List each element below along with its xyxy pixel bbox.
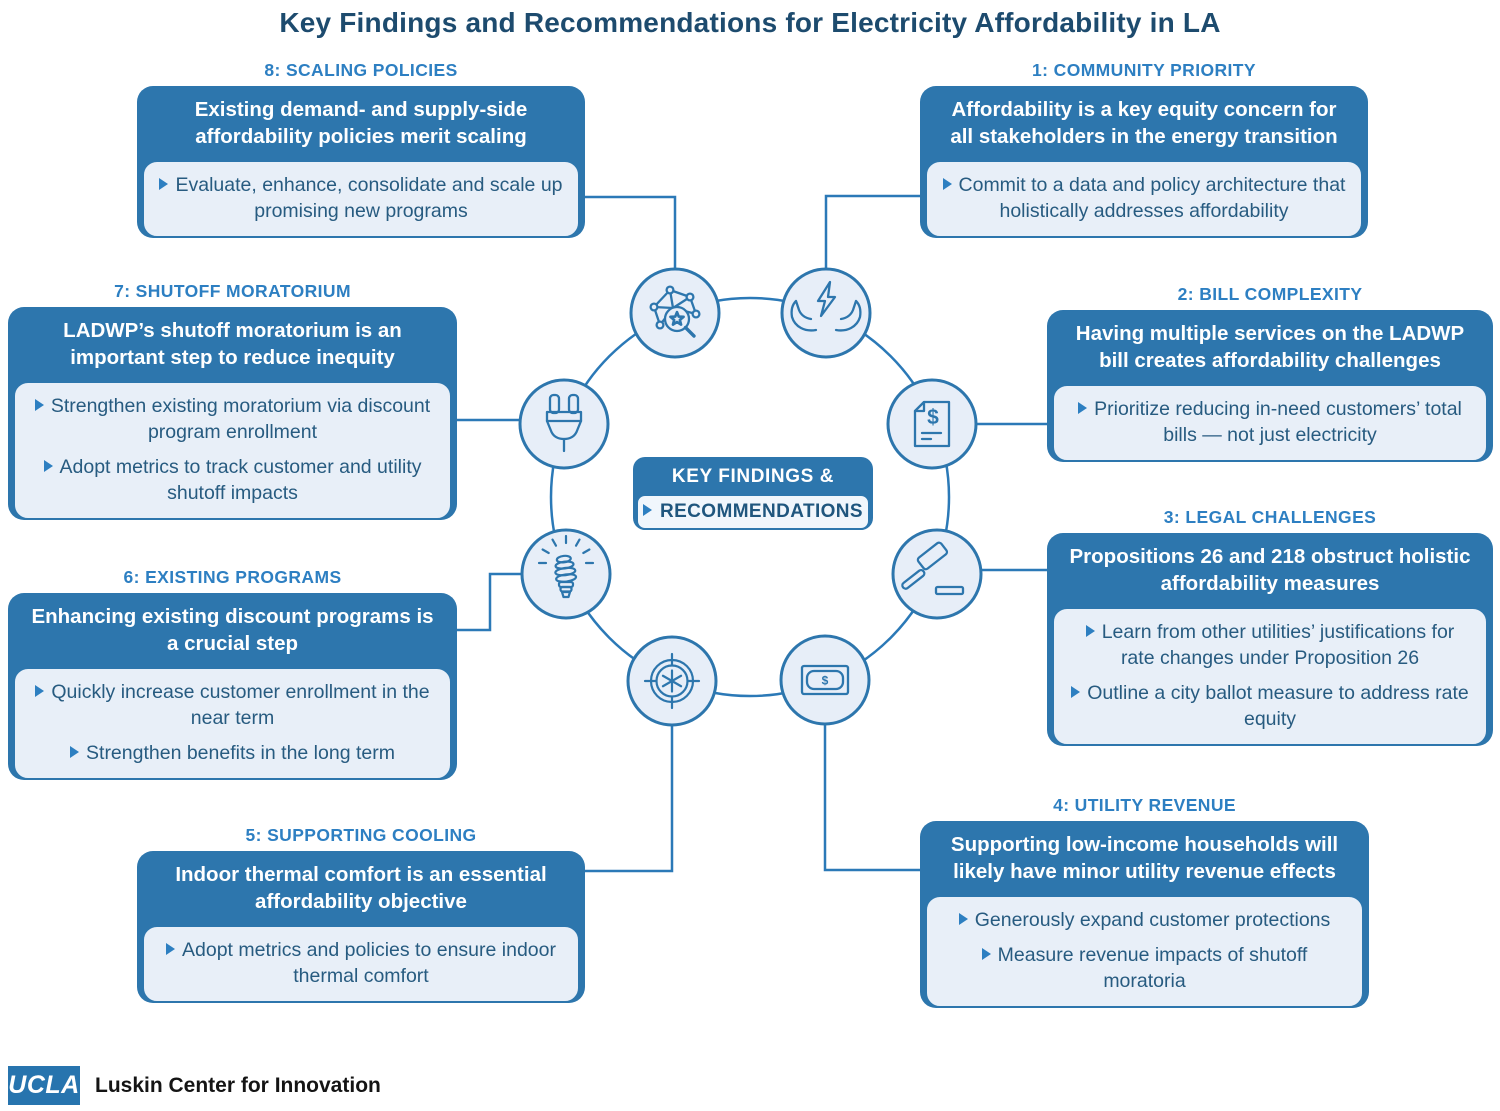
bullet-triangle-icon — [982, 948, 991, 960]
section-community-priority — [920, 60, 1368, 238]
section-label: 8: SCALING POLICIES — [264, 60, 458, 80]
recommendations-panel — [13, 381, 452, 520]
recommendation-item: Commit to a data and policy architecture that holistically addresses affordability — [940, 173, 1348, 225]
finding-card — [8, 307, 457, 520]
recommendation-item: Strengthen benefits in the long term — [28, 741, 437, 767]
recommendations-panel — [925, 160, 1363, 238]
finding-card — [1047, 533, 1493, 746]
recommendation-item: Quickly increase customer enrollment in the near term — [28, 680, 437, 732]
bullet-triangle-icon — [943, 178, 952, 190]
bullet-triangle-icon — [1078, 402, 1087, 414]
section-label: 3: LEGAL CHALLENGES — [1163, 507, 1377, 527]
page-title: Key Findings and Recommendations for Electricity Affordability in LA — [279, 7, 1221, 38]
bullet-triangle-icon — [1086, 625, 1095, 637]
recommendations-panel — [1052, 607, 1488, 746]
svg-text:$: $ — [927, 406, 939, 429]
center-badge-header: KEY FINDINGS & — [671, 466, 835, 487]
finding-card — [137, 86, 585, 238]
recommendations-panel — [142, 160, 580, 238]
section-supporting-cooling — [137, 825, 585, 1003]
bullet-triangle-icon — [959, 913, 968, 925]
recommendation-item: Adopt metrics and policies to ensure indoor thermal comfort — [157, 938, 565, 990]
section-shutoff-moratorium — [8, 281, 457, 520]
section-label: 6: EXISTING PROGRAMS — [123, 567, 342, 587]
key-finding-text: Existing demand- and supply-side affordability policies merit scaling — [194, 98, 528, 148]
recommendation-item: Generously expand customer protections — [940, 908, 1349, 934]
section-existing-programs — [8, 567, 457, 780]
recommendations-panel — [142, 925, 580, 1003]
finding-card — [920, 86, 1368, 238]
center-badge-body: RECOMMENDATIONS — [636, 494, 870, 530]
key-finding-text: Enhancing existing discount programs is a crucial step — [31, 605, 434, 655]
key-finding-text: Indoor thermal comfort is an essential affordability objective — [175, 863, 547, 913]
bullet-triangle-icon — [643, 504, 652, 516]
section-utility-revenue — [920, 795, 1369, 1008]
key-finding-text: Supporting low-income households will likely have minor utility revenue effects — [950, 833, 1339, 883]
recommendations-panel — [13, 667, 452, 780]
key-finding-text: Affordability is a key equity concern for all stakeholders in the energy transition — [950, 98, 1338, 148]
finding-card — [137, 851, 585, 1003]
section-label: 4: UTILITY REVENUE — [1053, 795, 1236, 815]
bullet-triangle-icon — [1071, 686, 1080, 698]
recommendations-panel — [1052, 384, 1488, 462]
bullet-triangle-icon — [35, 685, 44, 697]
section-bill-complexity — [1047, 284, 1493, 462]
key-finding-text: Having multiple services on the LADWP bill creates affordability challenges — [1075, 322, 1465, 372]
bullet-triangle-icon — [35, 399, 44, 411]
recommendation-item: Evaluate, enhance, consolidate and scale up promising new programs — [157, 173, 565, 225]
finding-card — [8, 593, 457, 780]
ucla-logo: UCLA — [8, 1066, 80, 1105]
section-label: 2: BILL COMPLEXITY — [1177, 284, 1363, 304]
recommendations-panel — [925, 895, 1364, 1008]
section-label: 1: COMMUNITY PRIORITY — [1032, 60, 1256, 80]
footer — [8, 1066, 381, 1105]
footer-org-name: Luskin Center for Innovation — [95, 1073, 381, 1097]
recommendation-item: Outline a city ballot measure to address rate equity — [1067, 681, 1473, 733]
key-finding-text: LADWP’s shutoff moratorium is an important step to reduce inequity — [63, 319, 402, 369]
section-scaling-policies — [137, 60, 585, 238]
recommendation-item: Prioritize reducing in-need customers’ total bills — not just electricity — [1067, 397, 1473, 449]
key-finding-text: Propositions 26 and 218 obstruct holistic affordability measures — [1069, 545, 1471, 595]
svg-text:$: $ — [821, 673, 829, 688]
recommendation-item: Learn from other utilities’ justifications for rate changes under Proposition 26 — [1067, 620, 1473, 672]
recommendation-item: Strengthen existing moratorium via discount program enrollment — [28, 394, 437, 446]
section-label: 5: SUPPORTING COOLING — [245, 825, 477, 845]
recommendation-item: Measure revenue impacts of shutoff moratoria — [940, 943, 1349, 995]
bullet-triangle-icon — [70, 746, 79, 758]
section-label: 7: SHUTOFF MORATORIUM — [114, 281, 351, 301]
bullet-triangle-icon — [44, 460, 53, 472]
center-badge — [633, 457, 873, 530]
bullet-triangle-icon — [159, 178, 168, 190]
finding-card — [1047, 310, 1493, 462]
bullet-triangle-icon — [166, 943, 175, 955]
recommendation-item: Adopt metrics to track customer and utility shutoff impacts — [28, 455, 437, 507]
section-legal-challenges — [1047, 507, 1493, 746]
finding-card — [920, 821, 1369, 1008]
